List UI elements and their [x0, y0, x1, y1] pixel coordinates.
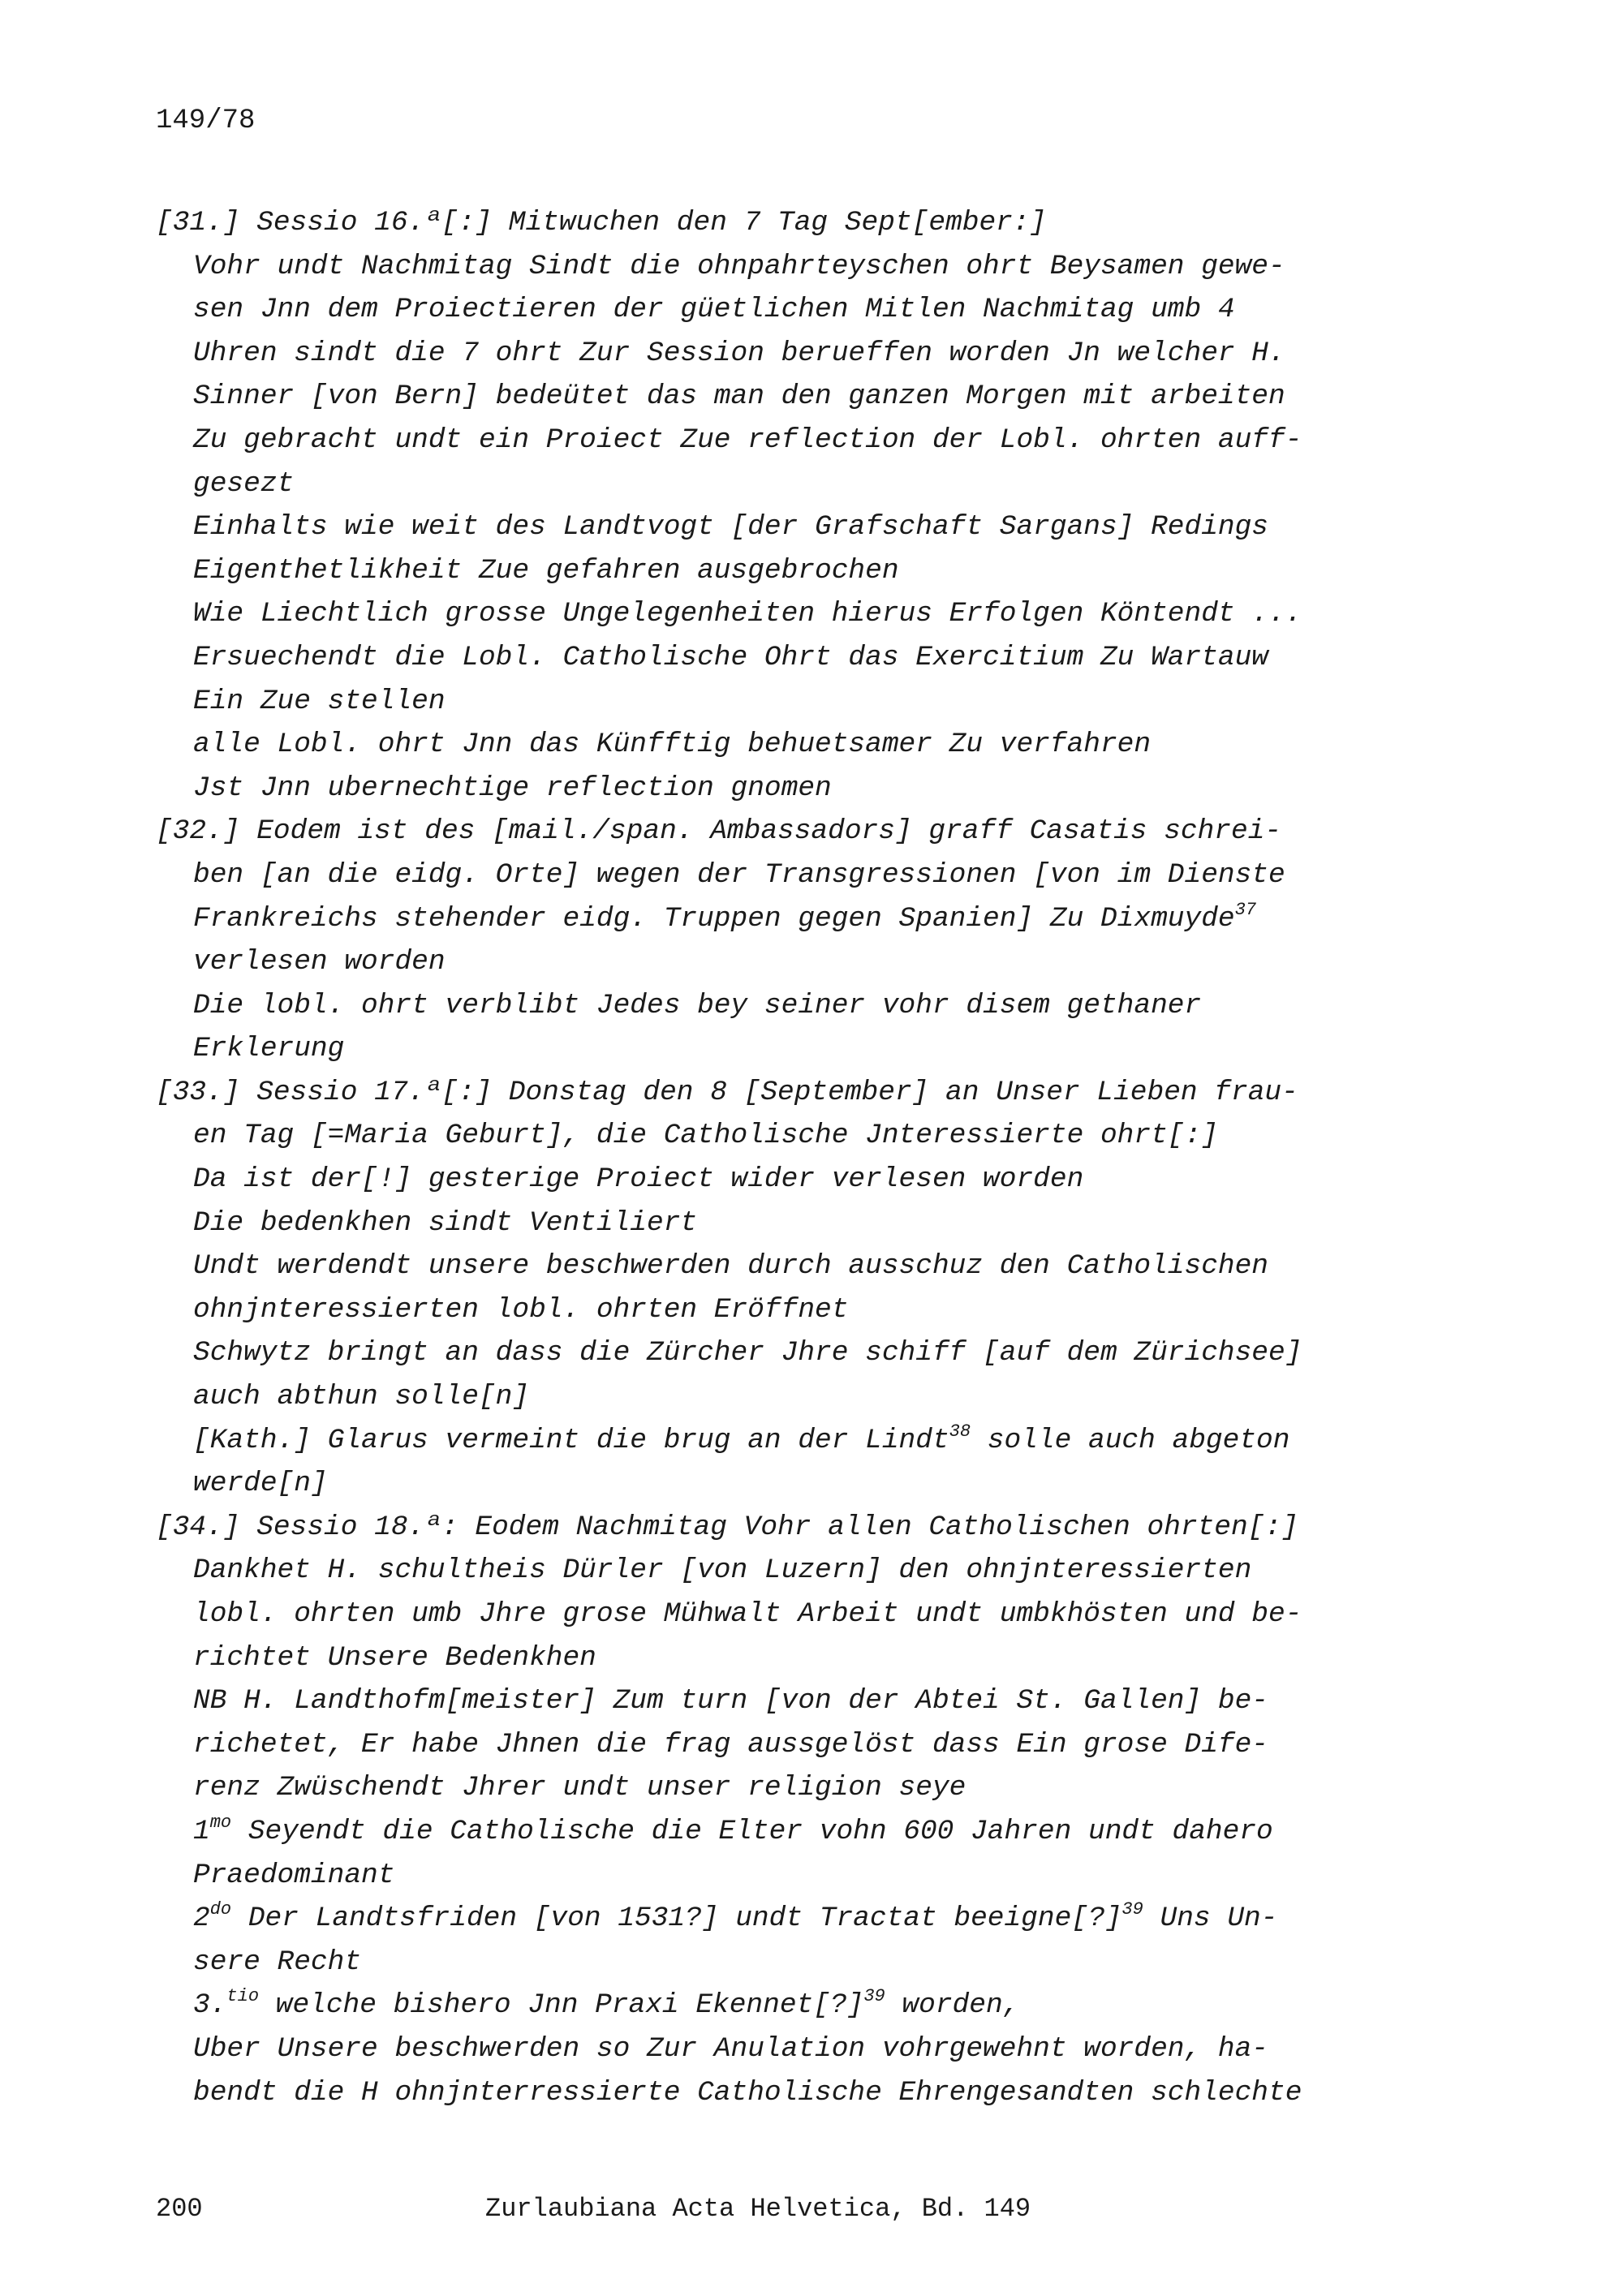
text-segment: Seyendt die Catholische die Elter vohn 600 Jahren undt dahero [231, 1815, 1273, 1847]
ordinal-suffix: mo [209, 1812, 232, 1833]
text-segment: welche bishero Jnn Praxi Ekennet[?] [259, 1989, 864, 2022]
entry-34 [156, 1506, 1422, 2114]
text-line: Eigenthetlikheit Zue gefahren ausgebrochen [193, 554, 899, 587]
ordinal-number: 3. [193, 1989, 227, 2022]
text-line: auch abthun solle[n] [193, 1381, 530, 1413]
text-line: Die lobl. ohrt verblibt Jedes bey seiner vohr disem gethaner [193, 989, 1202, 1021]
ordinal-suffix: do [209, 1899, 232, 1920]
text-line: Zu gebracht undt ein Proiect Zue reflection der Lobl. ohrten auff- [193, 424, 1302, 456]
text-line: [33.] Sessio 17.ª[:] Donstag den 8 [September] an Unser Lieben frau- [156, 1076, 1298, 1108]
text-line: sere Recht [193, 1946, 362, 1978]
text-segment: [Kath.] Glarus vermeint die brug an der Lindt [193, 1424, 949, 1456]
text-line [156, 1984, 1422, 2027]
text-line: NB H. Landthofm[meister] Zum turn [von der Abtei St. Gallen] be- [193, 1685, 1269, 1718]
text-line: werde[n] [193, 1468, 328, 1500]
text-line: gesezt [193, 467, 295, 500]
footnote-ref: 37 [1234, 899, 1257, 920]
text-line: richtet Unsere Bedenkhen [193, 1641, 596, 1674]
text-line: sen Jnn dem Proiectieren der güetlichen Mitlen Nachmitag umb 4 [193, 294, 1235, 326]
text-line: Schwytz bringt an dass die Zürcher Jhre schiff [auf dem Zürichsee] [193, 1337, 1302, 1369]
text-line [156, 1810, 1422, 1854]
text-line: Uhren sindt die 7 ohrt Zur Session berueffen worden Jn welcher H. [193, 337, 1285, 369]
text-line: Da ist der[!] gesterige Proiect wider verlesen worden [193, 1163, 1084, 1196]
text-line: Uber Unsere beschwerden so Zur Anulation vohrgewehnt worden, ha- [193, 2032, 1269, 2065]
text-segment: Uns Un- [1143, 1903, 1278, 1935]
text-line: [31.] Sessio 16.ª[:] Mitwuchen den 7 Tag Sept[ember:] [156, 207, 1047, 239]
text-line: Vohr undt Nachmitag Sindt die ohnpahrteyschen ohrt Beysamen gewe- [193, 250, 1285, 282]
text-line: richetet, Er habe Jhnen die frag aussgelöst dass Ein grose Dife- [193, 1728, 1269, 1761]
text-line: [32.] Eodem ist des [mail./span. Ambassadors] graff Casatis schrei- [156, 815, 1282, 848]
text-line: verlesen worden [193, 946, 446, 978]
text-line: Einhalts wie weit des Landtvogt [der Grafschaft Sargans] Redings [193, 511, 1269, 544]
text-line: lobl. ohrten umb Jhre grose Mühwalt Arbeit undt umbkhösten und be- [193, 1598, 1302, 1630]
entry-33 [156, 1071, 1422, 1506]
folio-number: 200 [156, 2194, 203, 2224]
text-line: Wie Liechtlich grosse Ungelegenheiten hierus Erfolgen Köntendt ... [193, 598, 1302, 630]
ordinal-number: 1 [193, 1815, 210, 1847]
text-line: Dankhet H. schultheis Dürler [von Luzern] den ohnjnteressierten [193, 1554, 1252, 1587]
footnote-ref: 39 [1121, 1899, 1143, 1920]
text-segment: worden, [885, 1989, 1020, 2022]
text-line: renz Zwüschendt Jhrer undt unser religion seye [193, 1772, 966, 1804]
footnote-ref: 39 [863, 1986, 885, 2007]
text-line: Jst Jnn ubernechtige reflection gnomen [193, 772, 832, 804]
text-line [156, 897, 1422, 941]
text-line: Sinner [von Bern] bedeütet das man den ganzen Morgen mit arbeiten [193, 381, 1285, 413]
entry-31 [156, 201, 1422, 810]
document-body [156, 201, 1422, 2114]
text-line: Ersuechendt die Lobl. Catholische Ohrt das Exercitium Zu Wartauw [193, 641, 1269, 673]
text-line: alle Lobl. ohrt Jnn das Künfftig behuetsamer Zu verfahren [193, 729, 1152, 761]
text-segment: solle auch abgeton [971, 1424, 1290, 1456]
text-line [156, 1419, 1422, 1463]
text-line: bendt die H ohnjnterressierte Catholische Ehrengesandten schlechte [193, 2076, 1302, 2109]
text-segment: Der Landtsfriden [von 1531?] undt Tractat beeigne[?] [231, 1903, 1122, 1935]
text-line: Erklerung [193, 1033, 345, 1065]
entry-32 [156, 810, 1422, 1071]
text-line: [34.] Sessio 18.ª: Eodem Nachmitag Vohr allen Catholischen ohrten[:] [156, 1511, 1298, 1543]
text-line [156, 1897, 1422, 1941]
text-line: Die bedenkhen sindt Ventiliert [193, 1206, 698, 1239]
page-number: 149/78 [156, 105, 256, 136]
text-line: ben [an die eidg. Orte] wegen der Transgressionen [von im Dienste [193, 858, 1285, 891]
running-title: Zurlaubiana Acta Helvetica, Bd. 149 [485, 2194, 1031, 2224]
text-line: Praedominant [193, 1859, 395, 1891]
ordinal-number: 2 [193, 1903, 210, 1935]
ordinal-suffix: tio [226, 1986, 260, 2007]
text-line: Ein Zue stellen [193, 685, 446, 717]
footnote-ref: 38 [949, 1421, 971, 1442]
text-line: en Tag [=Maria Geburt], die Catholische Jnteressierte ohrt[:] [193, 1120, 1218, 1152]
text-line: ohnjnteressierten lobl. ohrten Eröffnet [193, 1293, 849, 1326]
text-segment: Frankreichs stehender eidg. Truppen gegen Spanien] Zu Dixmuyde [193, 902, 1235, 935]
text-line: Undt werdendt unsere beschwerden durch ausschuz den Catholischen [193, 1250, 1269, 1283]
